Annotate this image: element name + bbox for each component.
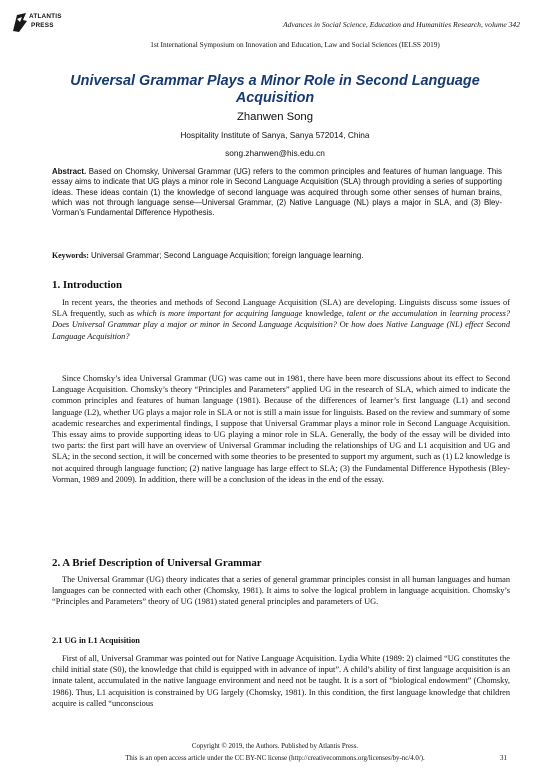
intro-p1-italic-d: talent or the accumulation in learning process? Does Universal Grammar play a major or minor in Second Language Acquisition? (52, 309, 511, 330)
intro-p1-italic-f: how does Native Language (NL) effect Second Language Acquisition? (52, 320, 511, 341)
keywords-label: Keywords: (52, 251, 89, 260)
abstract-label: Abstract. (52, 167, 87, 176)
page-number: 31 (500, 755, 507, 762)
logo-line-2: PRESS (31, 22, 54, 29)
section-2-paragraph-1 (52, 574, 510, 608)
symposium-header: 1st International Symposium on Innovation and Education, Law and Social Sciences (IELSS 2019) (150, 40, 440, 49)
intro-p1-text-c: knowledge, (302, 309, 347, 319)
subsection-2-1-heading: 2.1 UG in L1 Acquisition (52, 636, 140, 645)
intro-paragraph-1 (52, 297, 510, 342)
intro-paragraph-2 (52, 373, 510, 485)
keywords (52, 251, 502, 260)
section-2-p1-text: The Universal Grammar (UG) theory indicates that a series of general grammar principles consist in all human languages and human languages can be connected with each other (Chomsky, 1981). It aims to solve the logical problem in language acquisition. Chomsky’s “Principles and Parameters” theory of UG (1981) stated general principles and parameters of UG. (52, 575, 510, 607)
intro-p1-italic-b: which is more important for acquiring language (136, 309, 303, 319)
paper-title: Universal Grammar Plays a Minor Role in Second Language Acquisition (70, 73, 480, 106)
section-2-1-p-text: First of all, Universal Grammar was pointed out for Native Language Acquisition. Lydia White (1989: 2) claimed “UG constitutes the child initial state (S0), the knowledge that child is equipped with in advance of input”. A child’s ability of first language acquisition is an innate talent, accumulated in the native language environment and need not be taught. It is a sort of “biological endowment” (Chomsky, 1986). Thus, L1 acquisition is constrained by UG largely (Chomsky, 1981). In this condition, the first language knowledge that children acquire is called “unconscious (52, 654, 510, 708)
atlantis-logo-icon (11, 11, 28, 33)
author-affiliation: Hospitality Institute of Sanya, Sanya 572014, China (180, 130, 370, 140)
journal-header: Advances in Social Science, Education and Humanities Research, volume 342 (283, 20, 520, 29)
logo-line-1: ATLANTIS (29, 13, 62, 20)
footer-license: This is an open access article under the CC BY-NC license (http://creativecommons.org/licenses/by-nc/4.0/). (125, 755, 425, 762)
footer-copyright: Copyright © 2019, the Authors. Published by Atlantis Press. (191, 743, 359, 750)
intro-p1-text-a: In recent years, the theories and methods of Second Language Acquisition (SLA) are developing. Linguists discuss some issues of SLA frequently, such as (52, 298, 510, 319)
abstract (52, 167, 502, 218)
abstract-text: Based on Chomsky, Universal Grammar (UG) refers to the common principles and features of human language. This essay aims to indicate that UG plays a minor role in Second Language Acquisition (SLA) through providing a series of supporting ideas. These ideas contain (1) the knowledge of second language was acquired through some other senses of human brains, which was not through language sense—Universal Grammar, (2) Native Language (NL) plays a major in SLA, and (3) Bley-Vorman’s Fundamental Difference Hypothesis. (52, 167, 502, 218)
author-email: song.zhanwen@his.edu.cn (225, 148, 325, 158)
logo-wordmark (29, 12, 62, 30)
intro-p2-text: Since Chomsky’s idea Universal Grammar (UG) was came out in 1981, there have been more discussions about its effect to Second Language Acquisition. Chomsky’s theory “Principles and Parameters” applied UG in the research of SLA, which aimed to indicate the common principles and features of human language (1981). Because of the differences of learner’s first language (L1) and second language (L2), whether UG plays a major role in SLA or not is still a main issue for linguists. Based on the review and summary of some academic researches and experimental findings, I suppose that Universal Grammar plays a minor role in Second Language Acquisition. This essay aims to provide supporting ideas to UG playing a minor role in SLA. Generally, the body of the essay will be divided into two parts: the first part will have an overview of Universal Grammar including the relationships of UG and L1 acquisition and UG and SLA; in the second section, it will be concerned with some theories to be presented to support my argument, such as (1) L2 knowledge is not acquired through language function; (2) native language has large effect to SLA; (3) the Fundamental Difference Hypothesis (Bley-Vorman, 1989 and 2009). In addition, there will be a conclusion of the ideas in the end of the essay. (52, 374, 510, 484)
section-2-1-paragraph (52, 653, 510, 709)
paper-author: Zhanwen Song (237, 111, 313, 123)
keywords-text: Universal Grammar; Second Language Acquisition; foreign language learning. (91, 251, 364, 260)
section-1-heading: 1. Introduction (52, 279, 122, 291)
intro-p1-text-e: Or (336, 320, 352, 330)
atlantis-press-logo (11, 11, 62, 35)
section-2-heading: 2. A Brief Description of Universal Grammar (52, 557, 262, 569)
